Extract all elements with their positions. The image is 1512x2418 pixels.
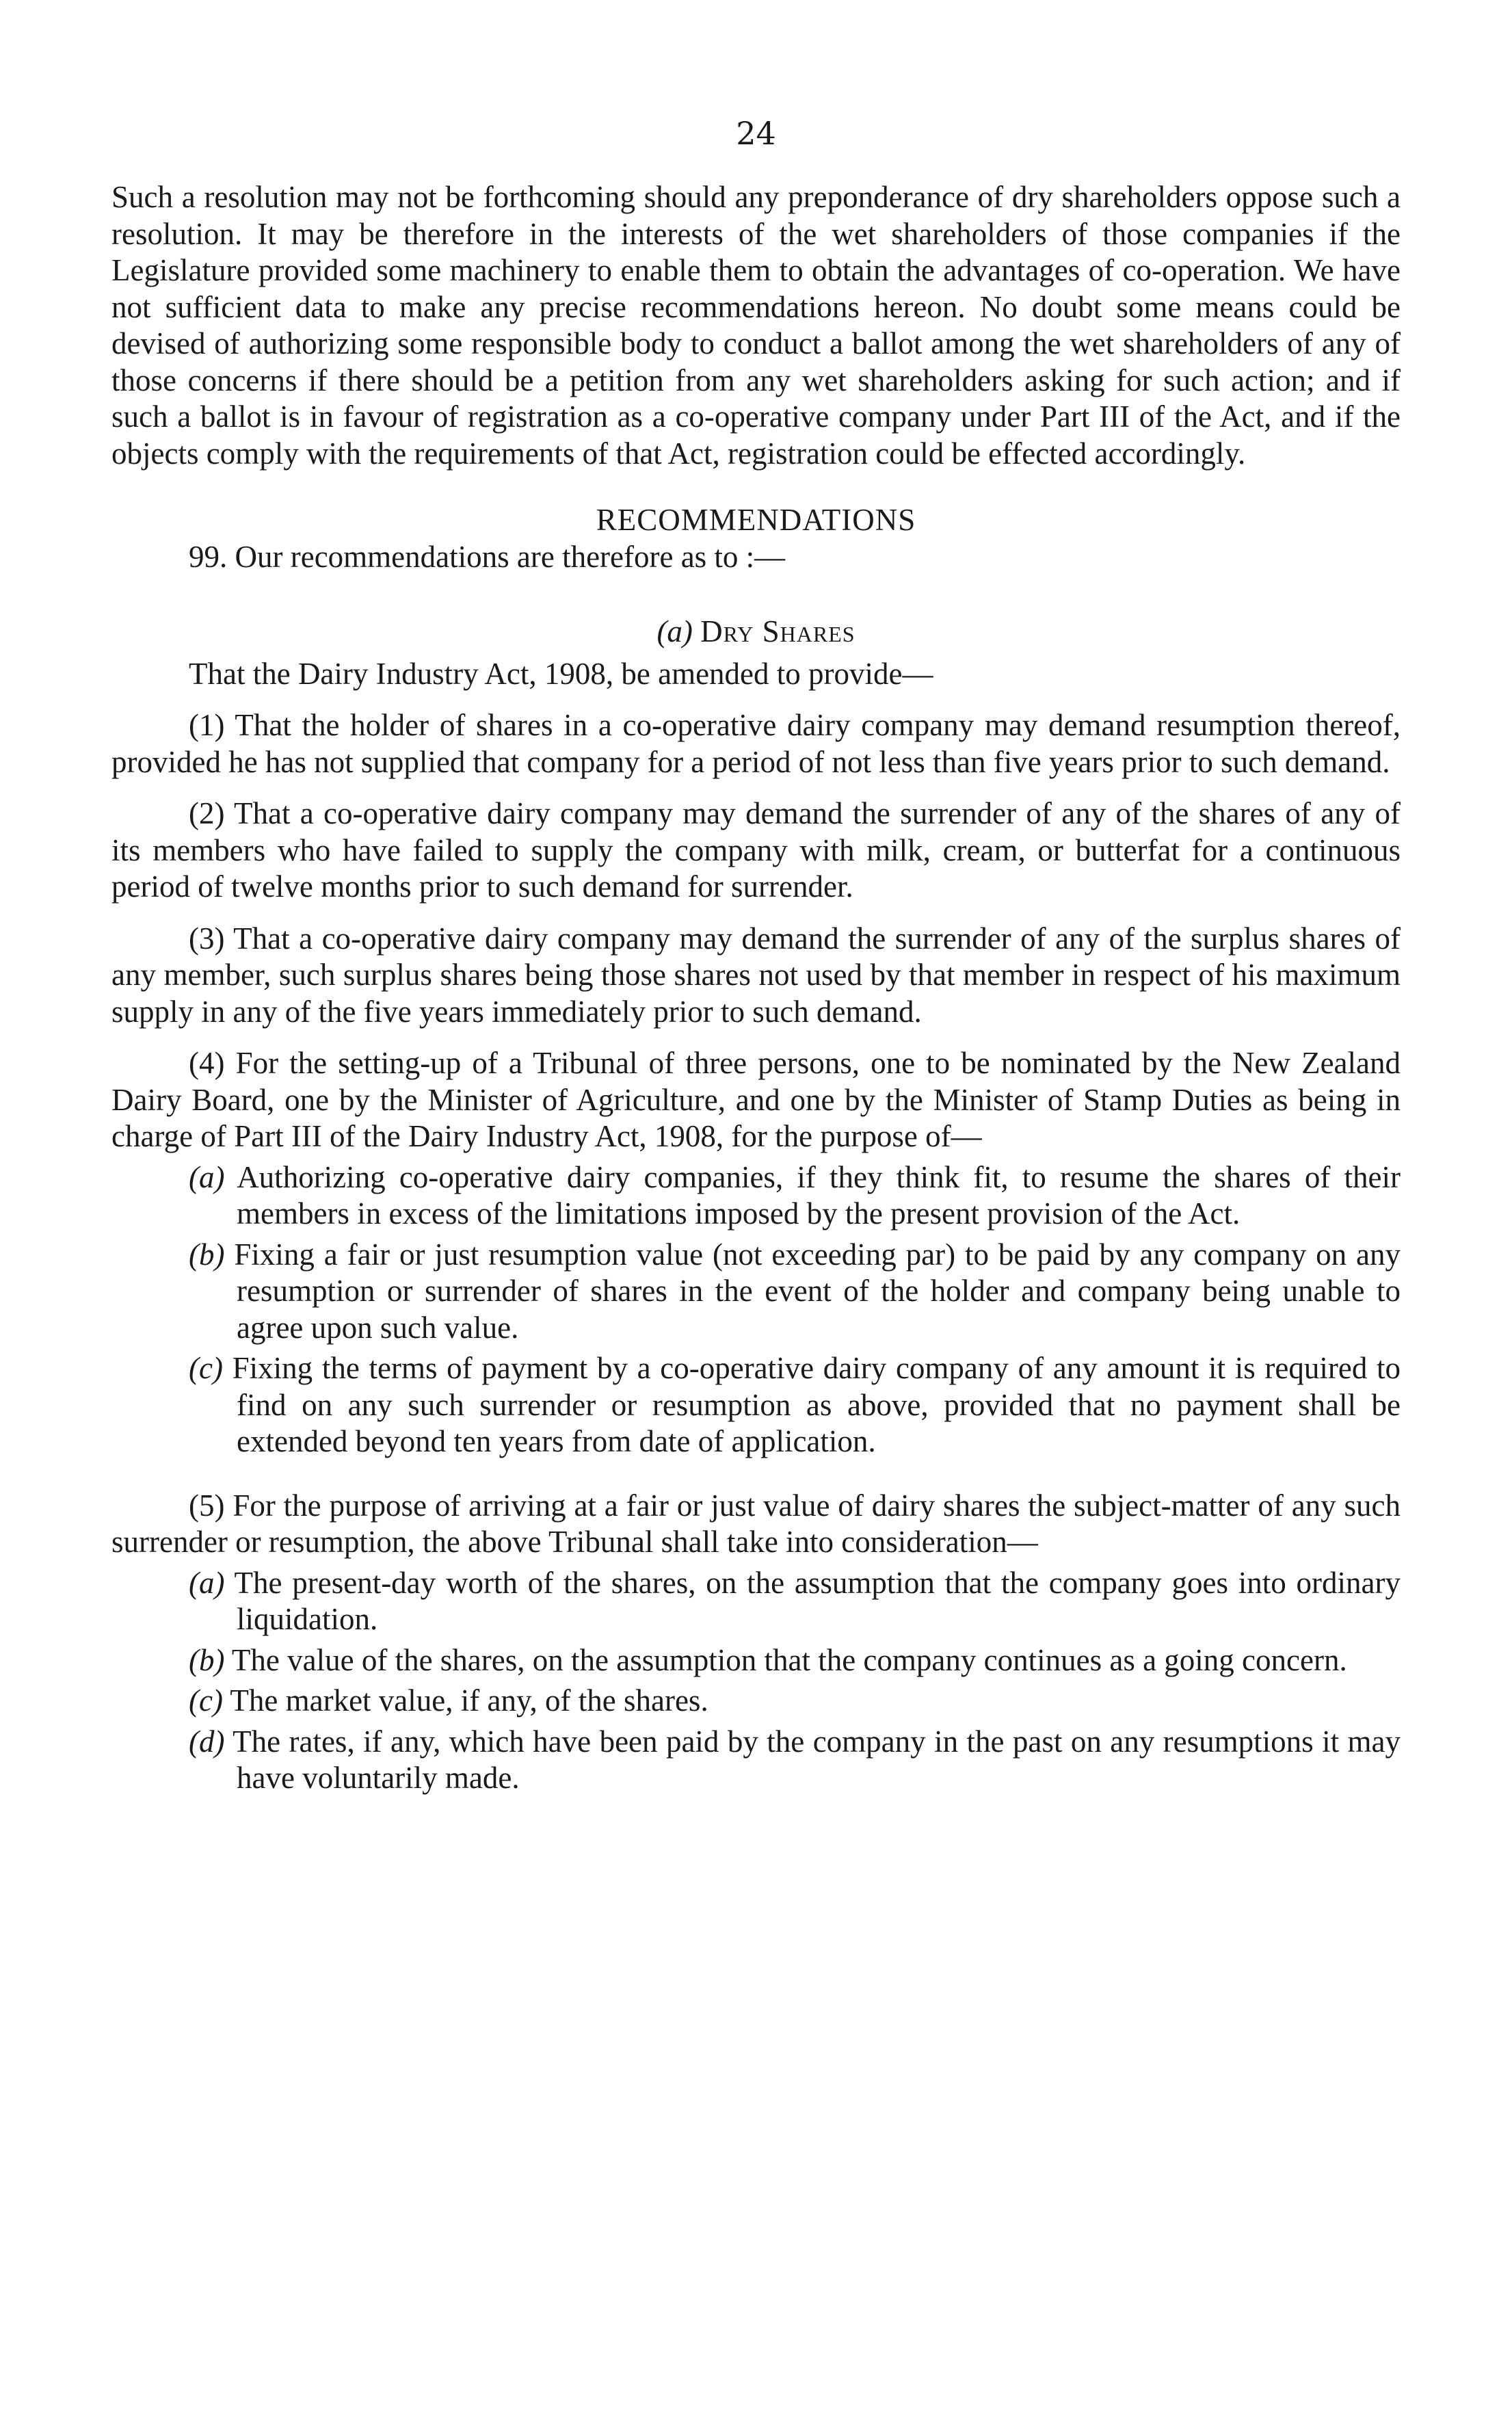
sub-item-text: Fixing the terms of payment by a co-operative dairy company of any amount it is required to find on any such surrender or resumption as above, provided that no payment shall be extended beyond ten years from date of application. [232, 1351, 1401, 1458]
sub-item-label: (a) [189, 1565, 225, 1600]
sub-item-label: (c) [189, 1683, 223, 1718]
recommendation-4b [189, 1237, 1401, 1347]
recommendation-5a [189, 1565, 1401, 1638]
sub-item-label: (a) [189, 1159, 225, 1194]
recommendation-5d [189, 1724, 1401, 1797]
subheading-dry-shares [111, 614, 1401, 651]
recommendation-3: (3) That a co-operative dairy company may demand the surrender of any of the surplus shares of any member, such surplus shares being those shares not used by that member in respect of his maximum supply in any of the five years immediately prior to such demand. [111, 921, 1401, 1029]
subheading-title: Dry Shares [700, 614, 856, 648]
subheading-label: (a) [656, 614, 693, 648]
lead-paragraph: That the Dairy Industry Act, 1908, be amended to provide— [189, 656, 933, 691]
sub-item-text: Authorizing co-operative dairy companies, if they think fit, to resume the shares of their members in excess of the limitations imposed by the present provision of the Act. [237, 1159, 1401, 1231]
sub-item-text: The present-day worth of the shares, on the assumption that the company goes into ordinary liquidation. [234, 1565, 1401, 1636]
recommendation-4: (4) For the setting-up of a Tribunal of three persons, one to be nominated by the New Zealand Dairy Board, one by the Minister of Agriculture, and one by the Minister of Stamp Duties as being in charge of Part III of the Dairy Industry Act, 1908, for the purpose of— [111, 1046, 1401, 1153]
sub-item-text: Fixing a fair or just resumption value (not exceeding par) to be paid by any company on any resumption or surrender of shares in the event of the holder and company being unable to agree upon such value. [234, 1237, 1401, 1345]
recommendation-5: (5) For the purpose of arriving at a fair or just value of dairy shares the subject-matter of any such surrender or resumption, the above Tribunal shall take into consideration— [111, 1488, 1401, 1559]
document-body [111, 179, 1401, 1797]
sub-item-label: (d) [189, 1724, 225, 1759]
intro-paragraph: Such a resolution may not be forthcoming should any preponderance of dry shareholders oppose such a resolution. It may be therefore in the interests of the wet shareholders of those companies if the Legislature provided some machinery to enable them to obtain the advantages of co-operation. We have not sufficient data to make any precise recommendations hereon. No doubt some means could be devised of authorizing some responsible body to conduct a ballot among the wet shareholders of any of those concerns if there should be a petition from any wet shareholders asking for such action; and if such a ballot is in favour of registration as a co-operative company under Part III of the Act, and if the objects comply with the requirements of that Act, registration could be effected accordingly. [111, 180, 1401, 471]
recommendation-4a [189, 1159, 1401, 1233]
page-number: 24 [736, 115, 776, 152]
sub-item-text: The market value, if any, of the shares. [230, 1683, 708, 1718]
sub-item-label: (c) [189, 1351, 223, 1385]
recommendation-1: (1) That the holder of shares in a co-operative dairy company may demand resumption thereof, provided he has not supplied that company for a period of not less than five years prior to such demand. [111, 708, 1401, 779]
recommendation-5b [189, 1642, 1401, 1679]
sub-item-text: The rates, if any, which have been paid by the company in the past on any resumptions it may have voluntarily made. [233, 1724, 1401, 1795]
sub-item-text: The value of the shares, on the assumption that the company continues as a going concern. [231, 1642, 1347, 1677]
sub-item-label: (b) [189, 1642, 225, 1677]
paragraph-99: 99. Our recommendations are therefore as to :— [189, 539, 786, 574]
recommendation-5c [189, 1683, 1401, 1720]
recommendation-4c [189, 1350, 1401, 1460]
sub-item-label: (b) [189, 1237, 225, 1272]
section-heading: RECOMMENDATIONS [596, 503, 916, 537]
recommendation-2: (2) That a co-operative dairy company may demand the surrender of any of the shares of any of its members who have failed to supply the company with milk, cream, or butterfat for a continuous period of twelve months prior to such demand for surrender. [111, 796, 1401, 904]
